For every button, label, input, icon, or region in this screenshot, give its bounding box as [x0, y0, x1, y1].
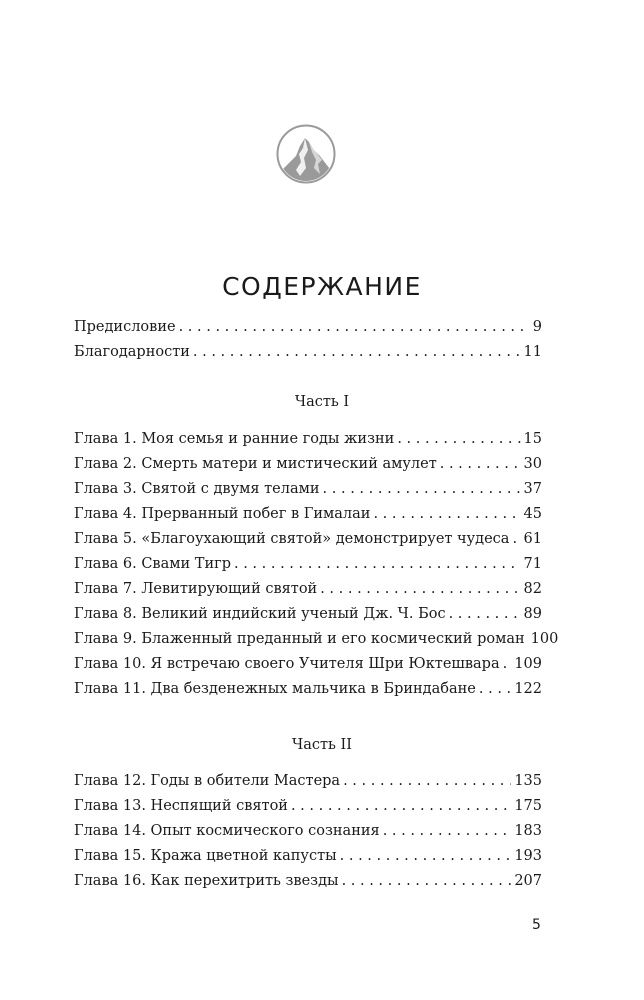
toc-entry-page: 11	[523, 344, 542, 360]
toc-entry-page: 71	[523, 556, 542, 572]
toc-entry-page: 183	[514, 823, 542, 839]
toc-entry-page: 9	[532, 319, 542, 335]
toc-entry-page: 89	[523, 606, 542, 622]
toc-entry-title: Глава 5. «Благоухающий святой» демонстрирует чудеса	[74, 531, 510, 547]
toc-entry-page: 82	[523, 581, 542, 597]
toc-entry-title: Глава 4. Прерванный побег в Гималаи	[74, 506, 371, 522]
dot-leader	[179, 319, 530, 335]
toc-entry	[74, 773, 542, 798]
toc-entry	[74, 798, 542, 823]
toc-entry-title: Глава 8. Великий индийский ученый Дж. Ч. Бос	[74, 606, 446, 622]
dot-leader	[342, 873, 512, 889]
toc-entry	[74, 848, 542, 873]
toc-part-1	[74, 431, 559, 706]
toc-entry-title: Глава 7. Левитирующий святой	[74, 581, 318, 597]
toc-entry-title: Глава 13. Неспящий святой	[74, 798, 288, 814]
toc-entry-title: Глава 2. Смерть матери и мистический амулет	[74, 456, 437, 472]
toc-entry-title: Глава 11. Два безденежных мальчика в Бриндабане	[74, 681, 476, 697]
toc-entry	[74, 631, 559, 656]
dot-leader	[479, 681, 511, 697]
toc-entry-page: 122	[514, 681, 542, 697]
toc-entry-page: 45	[523, 506, 542, 522]
page-title: СОДЕРЖАНИЕ	[222, 272, 422, 301]
dot-leader	[343, 773, 511, 789]
dot-leader	[449, 606, 521, 622]
toc-entry-title: Глава 10. Я встречаю своего Учителя Шри Юктешвара	[74, 656, 500, 672]
toc-entry	[74, 481, 542, 506]
toc-entry	[74, 319, 542, 344]
dot-leader	[383, 823, 512, 839]
mountain-logo-icon	[276, 124, 336, 184]
toc-entry	[74, 344, 542, 369]
toc-entry-page: 100	[530, 631, 559, 647]
toc-entry	[74, 456, 542, 481]
toc-entry-title: Глава 6. Свами Тигр	[74, 556, 231, 572]
dot-leader	[234, 556, 521, 572]
dot-leader	[323, 481, 521, 497]
toc-entry	[74, 531, 542, 556]
toc-entry	[74, 823, 542, 848]
part-heading-1: Часть I	[294, 394, 350, 410]
dot-leader	[320, 581, 520, 597]
dot-leader	[291, 798, 511, 814]
dot-leader	[440, 456, 521, 472]
toc-part-2	[74, 773, 542, 898]
toc-entry-title: Глава 1. Моя семья и ранние годы жизни	[74, 431, 395, 447]
toc-entry-page: 37	[523, 481, 542, 497]
toc-entry-page: 61	[523, 531, 542, 547]
toc-entry-title: Глава 15. Кража цветной капусты	[74, 848, 337, 864]
dot-leader	[373, 506, 520, 522]
toc-entry	[74, 681, 542, 706]
toc-entry-title: Глава 14. Опыт космического сознания	[74, 823, 380, 839]
toc-entry-title: Глава 9. Блаженный преданный и его космический роман	[74, 631, 525, 647]
dot-leader	[503, 656, 512, 672]
part-heading-2: Часть II	[292, 737, 352, 753]
toc-entry-page: 109	[514, 656, 542, 672]
toc-entry	[74, 873, 542, 898]
toc-entry	[74, 581, 542, 606]
toc-entry	[74, 556, 542, 581]
toc-entry	[74, 656, 542, 681]
dot-leader	[340, 848, 512, 864]
toc-entry-page: 193	[514, 848, 542, 864]
toc-entry-title: Благодарности	[74, 344, 190, 360]
toc-entry-title: Предисловие	[74, 319, 176, 335]
toc-entry	[74, 606, 542, 631]
toc-entry-page: 15	[523, 431, 542, 447]
toc-entry-title: Глава 16. Как перехитрить звезды	[74, 873, 339, 889]
toc-entry-page: 30	[523, 456, 542, 472]
toc-entry-title: Глава 3. Святой с двумя телами	[74, 481, 320, 497]
dot-leader	[193, 344, 521, 360]
toc-entry-title: Глава 12. Годы в обители Мастера	[74, 773, 341, 789]
toc-front-matter	[74, 319, 542, 369]
toc-entry-page: 135	[514, 773, 542, 789]
page-number: 5	[532, 917, 541, 933]
dot-leader	[512, 531, 520, 547]
toc-entry	[74, 506, 542, 531]
dot-leader	[397, 431, 520, 447]
toc-entry-page: 207	[514, 873, 542, 889]
toc-entry	[74, 431, 542, 456]
toc-entry-page: 175	[514, 798, 542, 814]
